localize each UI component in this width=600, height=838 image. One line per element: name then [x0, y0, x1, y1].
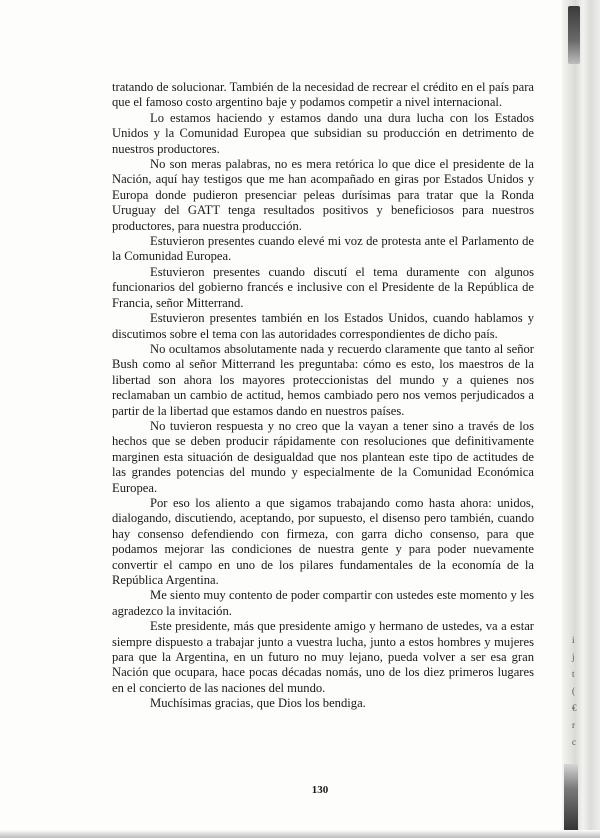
- margin-mark: i: [572, 635, 575, 645]
- paragraph-2: Lo estamos haciendo y estamos dando una dura lucha con los Estados Unidos y la Comunidad Europea que subsidian su producción en detrimento de nuestros productores.: [112, 110, 534, 156]
- spine-dark-mark-bottom: [564, 764, 578, 834]
- paragraph-12: Muchísimas gracias, que Dios los bendiga.: [150, 696, 366, 711]
- page-number: 130: [311, 784, 329, 796]
- spine-dark-mark-top: [568, 6, 580, 64]
- margin-mark: (: [572, 686, 575, 696]
- margin-bleed-marks: [572, 632, 582, 751]
- margin-mark: t: [572, 669, 575, 679]
- margin-mark: j: [572, 652, 575, 662]
- paragraph-11: Este presidente, más que presidente amigo y hermano de ustedes, va a estar siempre dispuesto a trabajar junto a vuestra lucha, junto a estos hombres y mujeres para que la Argentina, en un futuro no muy lejano, pueda volver a ser esa gran Nación que ocupara, hace pocas décadas nomás, uno de los diez primeros lugares en el concierto de las naciones del mundo.: [112, 619, 534, 695]
- paragraph-6: Estuvieron presentes también en los Estados Unidos, cuando hablamos y discutimos sobre el tema con las autoridades correspondientes de dicho país.: [112, 311, 534, 341]
- paragraph-4: Estuvieron presentes cuando elevé mi voz de protesta ante el Parlamento de la Comunidad Europea.: [112, 234, 534, 264]
- paragraph-1: tratando de solucionar. También de la necesidad de recrear el crédito en el país para que el famoso costo argentino baje y podamos competir a nivel internacional.: [112, 80, 534, 110]
- margin-mark: r: [572, 720, 575, 730]
- margin-mark: €: [572, 703, 577, 713]
- body-text: [112, 80, 534, 712]
- paragraph-8: No tuvieron respuesta y no creo que la vayan a tener sino a través de los hechos que se deben producir rápidamente con resoluciones que definitivamente marginen esta situación de desigualdad que nos plantean este tipo de actitudes de las grandes potencias del mundo y especialmente de la Comunidad Económica Europea.: [112, 418, 534, 495]
- page-bottom-edge: [0, 830, 600, 838]
- paragraph-5: Estuvieron presentes cuando discutí el tema duramente con algunos funcionarios del gobierno francés e inclusive con el Presidente de la República de Francia, señor Mitterrand.: [112, 264, 534, 310]
- margin-mark: c: [572, 737, 576, 747]
- paragraph-10: Me siento muy contento de poder compartir con ustedes este momento y les agradezco la invitación.: [112, 588, 534, 618]
- paragraph-9: Por eso los aliento a que sigamos trabajando como hasta ahora: unidos, dialogando, discutiendo, aceptando, por supuesto, el disenso pero también, cuando hay consenso defendiendo con firmeza, con garra dicho consenso, para que podamos mejorar las condiciones de nuestra gente y para poder nuevamente convertir el campo en uno de los pilares fundamentales de la economía de la República Argentina.: [112, 495, 534, 587]
- paragraph-3: No son meras palabras, no es mera retórica lo que dice el presidente de la Nación, aquí hay testigos que me han acompañado en giras por Estados Unidos y Europa donde pudieron presenciar peleas durísimas para tratar que la Ronda Uruguay del GATT tenga resultados positivos y beneficiosos para nuestros productores, para nuestra producción.: [112, 157, 534, 233]
- paragraph-7: No ocultamos absolutamente nada y recuerdo claramente que tanto al señor Bush como al señor Mitterrand les preguntaba: cómo es esto, los maestros de la libertad son ahora los mayores proteccionistas del mundo y a quienes nos reclamaban un cambio de actitud, hemos cambiado pero nos vemos perjudicados a partir de la libertad que estamos dando en nuestros países.: [112, 341, 534, 418]
